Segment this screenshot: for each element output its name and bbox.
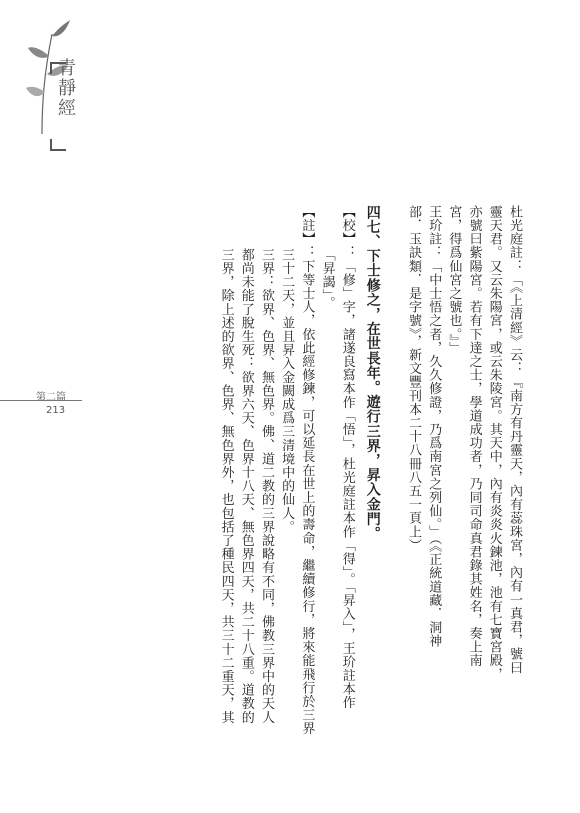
page-marker-line [0, 400, 82, 401]
text-line: 杜光庭註：「《上清經》云：『南方有丹靈天，內有蕊珠宮，內有一真君，號曰 [507, 205, 522, 675]
chapter-label: 第二篇 [36, 392, 66, 403]
book-logo [22, 14, 74, 142]
text-line: 部．玉訣類．是字號》，新文豐刊本二十八冊八五一頁上） [405, 205, 421, 553]
vertical-text-body [215, 205, 524, 753]
collation-note-line: 【校】：「修」字，諸遂良寫本作「悟」，杜光庭註本作「得」。「昇入」，王玠註本作 [339, 205, 355, 710]
section-gap [385, 205, 403, 753]
collation-note-line: 「昇謁」。 [319, 248, 335, 310]
page-number: 213 [46, 405, 66, 416]
annotation-line: 【註】：下等士人，依此經修鍊，可以延長在世上的壽命，繼續修行，將來能飛行於三界 [299, 205, 315, 736]
book-title-logo: 青靜經 [55, 58, 76, 118]
bracket-bottom [50, 139, 66, 151]
annotation-line: 三界：欲界、色界、無色界。佛、道二教的三界說略有不同，佛教三界中的天人 [258, 248, 274, 724]
section-heading: 四七、下士修之，在世長年。遊行三界，昇入金門。 [364, 205, 381, 541]
text-line: 亦號曰紫陽宮。若有下達之士，學道成功者，乃同司命真君錄其姓名，奏上南 [466, 205, 482, 668]
text-line: 靈天君。又云朱陽宮，或云朱陵宮。其天中，內有炎炎火鍊池，池有七寶宮殿， [486, 205, 502, 681]
text-line: 宮，得爲仙宮之號也。』」 [446, 205, 462, 356]
annotation-line: 都尚未能了脫生死：欲界六天、色界十八天、無色界四天，共二十八重。道教的 [238, 248, 254, 724]
text-line: 王玠註：「中士悟之者，久久修證，乃爲南宮之列仙。」（《正統道藏．洞神 [426, 205, 442, 648]
annotation-line: 三十二天，並且昇入金闕成爲三清境中的仙人。 [279, 248, 295, 534]
annotation-line: 三界，除上述的欲界、色界、無色界外，也包括了種民四天，共三十二重天，其 [218, 248, 234, 724]
